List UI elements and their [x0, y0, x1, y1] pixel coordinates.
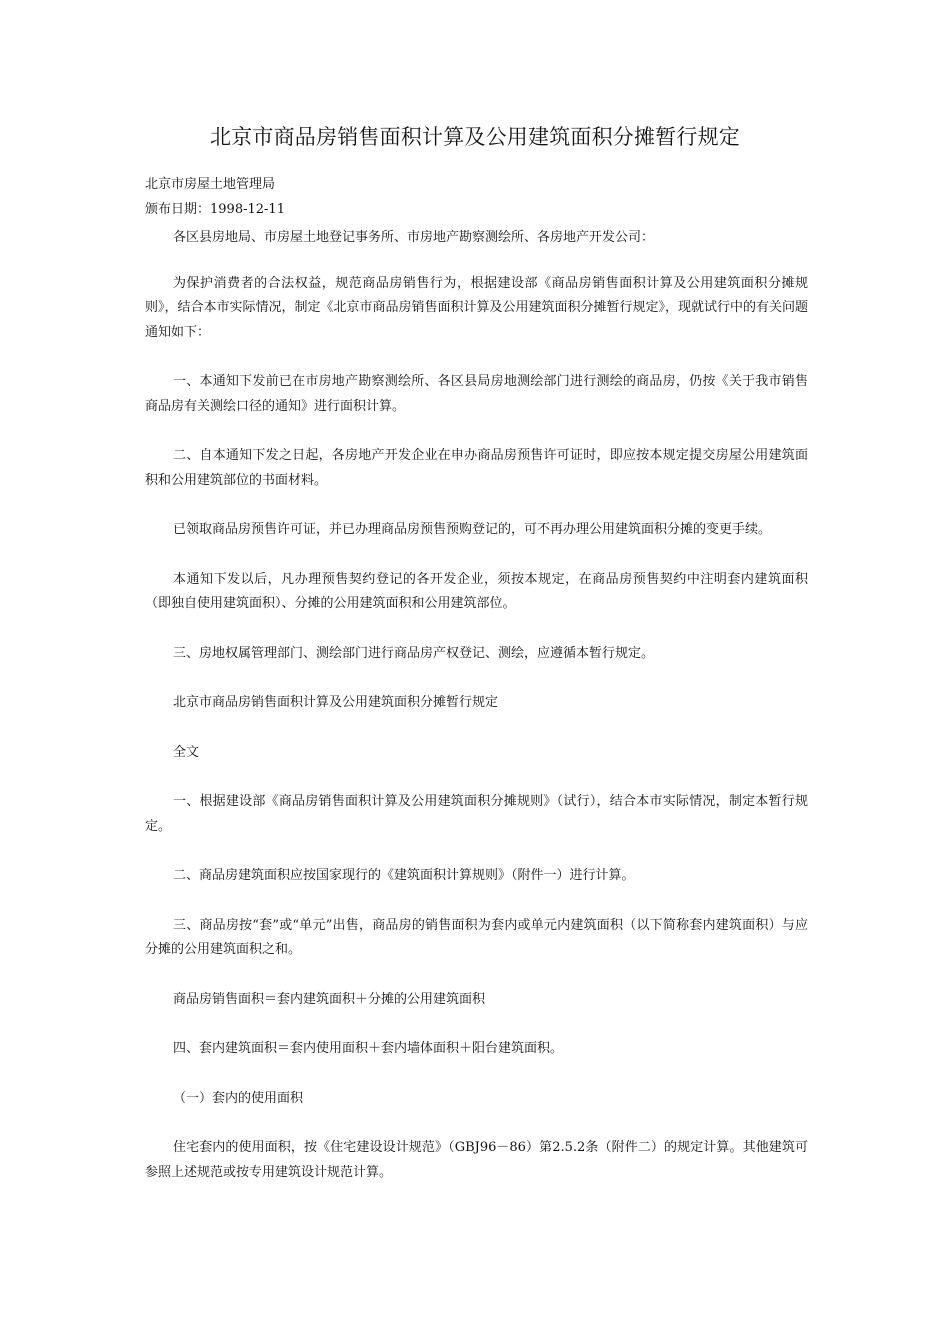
paragraph: 为保护消费者的合法权益，规范商品房销售行为，根据建设部《商品房销售面积计算及公用建筑面积分摊规则》，结合本市实际情况，制定《北京市商品房销售面积计算及公用建筑面积分摊暂行规定》，现就试行中的有关问题通知如下：: [145, 275, 809, 340]
paragraph: 住宅套内的使用面积，按《住宅建设设计规范》（GBJ96－86）第2.5.2条（附件二）的规定计算。其他建筑可参照上述规范或按专用建筑设计规范计算。: [145, 1140, 808, 1180]
subheading: （一）套内的使用面积: [173, 1090, 304, 1106]
paragraph: 已领取商品房预售许可证，并已办理商品房预售预购登记的，可不再办理公用建筑面积分摊的变更手续。: [173, 522, 772, 537]
paragraph-addressees: 各区县房地局、市房屋土地登记事务所、市房地产勘察测绘所、各房地产开发公司：: [173, 230, 655, 245]
paragraph: 三、房地权属管理部门、测绘部门进行商品房产权登记、测绘，应遵循本暂行规定。: [173, 645, 655, 661]
paragraph: 二、自本通知下发之日起，各房地产开发企业在申办商品房预售许可证时，即应按本规定提交房屋公用建筑面积和公用建筑部位的书面材料。: [145, 448, 808, 488]
paragraph: 一、根据建设部《商品房销售面积计算及公用建筑面积分摊规则》（试行），结合本市实际情况，制定本暂行规定。: [145, 794, 808, 834]
formula-line: 商品房销售面积＝套内建筑面积＋分摊的公用建筑面积: [173, 991, 486, 1007]
document-body: [145, 226, 808, 1210]
paragraph: 二、商品房建筑面积应按国家现行的《建筑面积计算规则》（附件一）进行计算。: [173, 868, 635, 883]
date-line: [145, 201, 285, 219]
document-title: 北京市商品房销售面积计算及公用建筑面积分摊暂行规定: [210, 125, 740, 149]
paragraph: 三、商品房按“套”或“单元”出售，商品房的销售面积为套内或单元内建筑面积（以下简称套内建筑面积）与应分摊的公用建筑面积之和。: [145, 917, 808, 957]
date-value: 1998-12-11: [210, 202, 285, 217]
issuer-line: 北京市房屋土地管理局: [145, 177, 276, 192]
fulltext-label: 全文: [173, 744, 200, 760]
date-label: 颁布日期：: [145, 202, 211, 217]
paragraph: 一、本通知下发前已在市房地产勘察测绘所、各区县局房地测绘部门进行测绘的商品房，仍按《关于我市销售商品房有关测绘口径的通知》进行面积计算。: [145, 374, 808, 414]
paragraph: 本通知下发以后，凡办理预售契约登记的各开发企业，须按本规定，在商品房预售契约中注明套内建筑面积（即独自使用建筑面积）、分摊的公用建筑面积和公用建筑部位。: [145, 571, 808, 611]
regulation-heading: 北京市商品房销售面积计算及公用建筑面积分摊暂行规定: [173, 695, 499, 710]
paragraph: 四、套内建筑面积＝套内使用面积＋套内墙体面积＋阳台建筑面积。: [173, 1041, 564, 1056]
